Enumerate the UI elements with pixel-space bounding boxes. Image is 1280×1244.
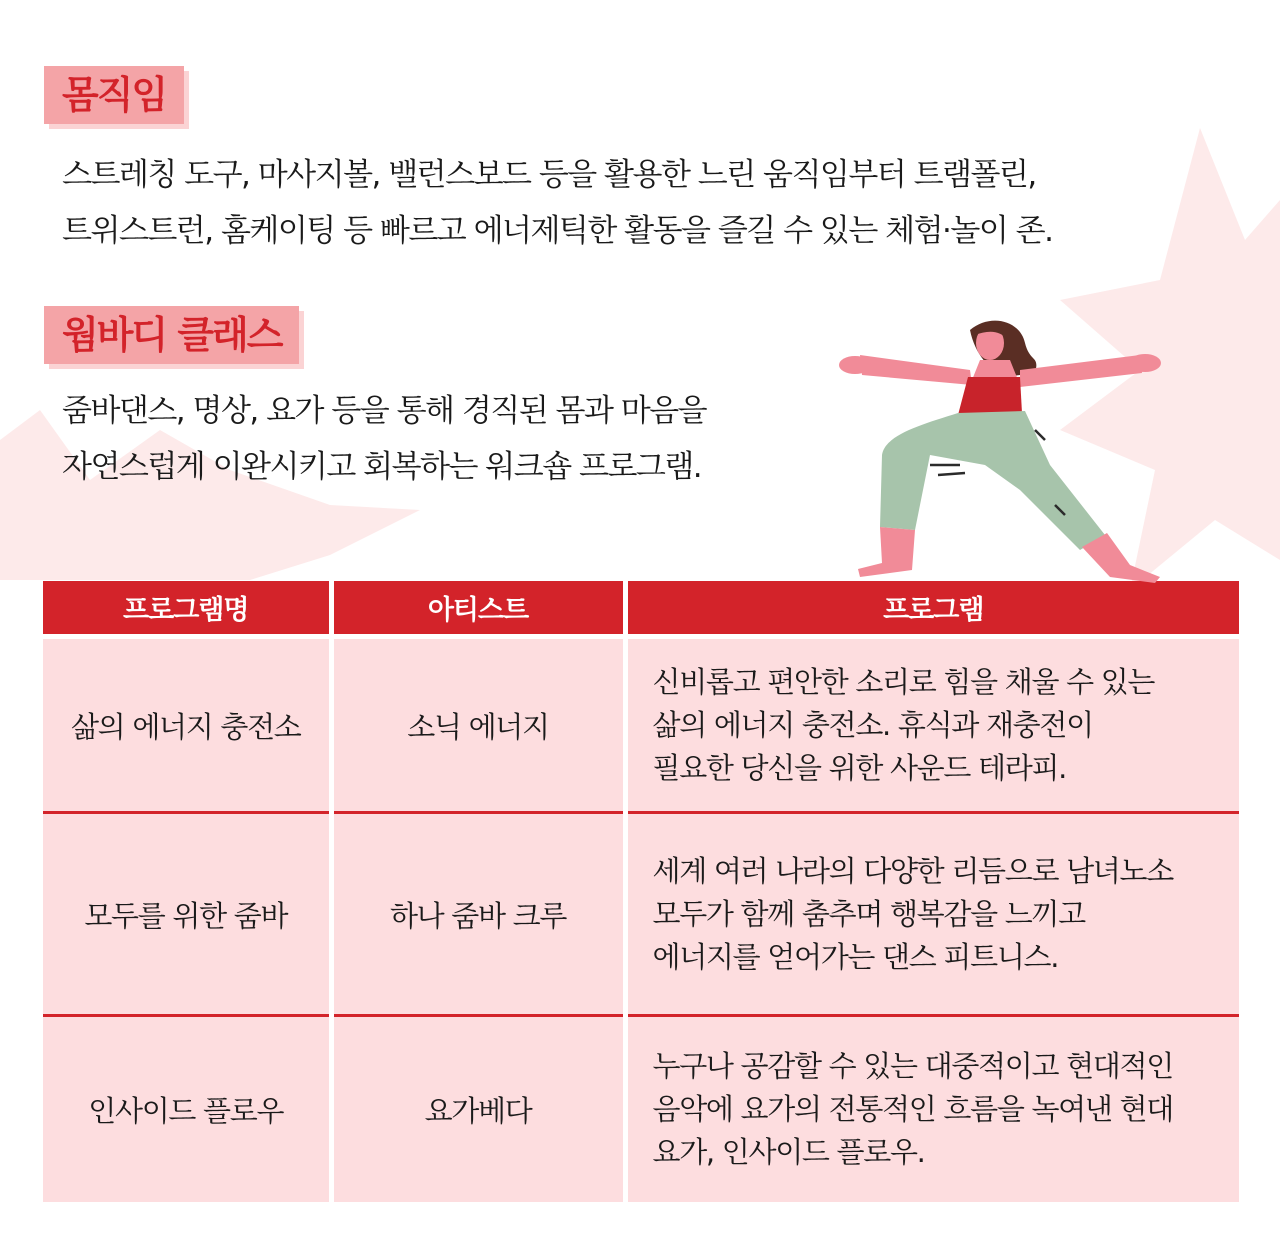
description-line: 음악에 요가의 전통적인 흐름을 녹여낸 현대 [652, 1091, 1173, 1126]
cell-program-description [625, 813, 1239, 1016]
description-line: 삶의 에너지 충전소. 휴식과 재충전이 [652, 707, 1093, 742]
table-row [43, 637, 1239, 813]
description-line: 세계 여러 나라의 다양한 리듬으로 남녀노소 [652, 853, 1173, 888]
description-line: 줌바댄스, 명상, 요가 등을 통해 경직된 몸과 마음을 [62, 393, 707, 429]
section-description-warm-body [62, 383, 706, 495]
header-artist: 아티스트 [331, 581, 625, 637]
table-header-row [43, 581, 1239, 637]
cell-artist: 소닉 에너지 [331, 637, 625, 813]
program-table [43, 581, 1239, 1202]
yoga-woman-illustration [820, 315, 1180, 585]
cell-program-name: 삶의 에너지 충전소 [43, 637, 331, 813]
description-line: 트위스트런, 홈케이팅 등 빠르고 에너제틱한 활동을 즐길 수 있는 체험·놀이 존. [62, 213, 1053, 249]
section-tag-warm-body-class: 웜바디 클래스 [44, 306, 299, 364]
cell-program-description [625, 637, 1239, 813]
description-line: 모두가 함께 춤추며 행복감을 느끼고 [652, 896, 1085, 931]
description-line: 필요한 당신을 위한 사운드 테라피. [652, 750, 1067, 785]
cell-artist: 요가베다 [331, 1016, 625, 1202]
header-program: 프로그램 [625, 581, 1239, 637]
description-line: 누구나 공감할 수 있는 대중적이고 현대적인 [652, 1048, 1173, 1083]
header-program-name: 프로그램명 [43, 581, 331, 637]
table-row [43, 813, 1239, 1016]
cell-program-name: 인사이드 플로우 [43, 1016, 331, 1202]
table-row [43, 1016, 1239, 1202]
section-tag-movement: 몸직임 [44, 66, 184, 124]
description-line: 요가, 인사이드 플로우. [652, 1134, 925, 1169]
description-line: 에너지를 얻어가는 댄스 피트니스. [652, 939, 1059, 974]
cell-artist: 하나 줌바 크루 [331, 813, 625, 1016]
description-line: 스트레칭 도구, 마사지볼, 밸런스보드 등을 활용한 느린 움직임부터 트램폴린, [62, 157, 1036, 193]
description-line: 자연스럽게 이완시키고 회복하는 워크숍 프로그램. [62, 449, 702, 485]
section-description-movement [62, 147, 1052, 259]
description-line: 신비롭고 편안한 소리로 힘을 채울 수 있는 [652, 664, 1155, 699]
cell-program-description [625, 1016, 1239, 1202]
cell-program-name: 모두를 위한 줌바 [43, 813, 331, 1016]
